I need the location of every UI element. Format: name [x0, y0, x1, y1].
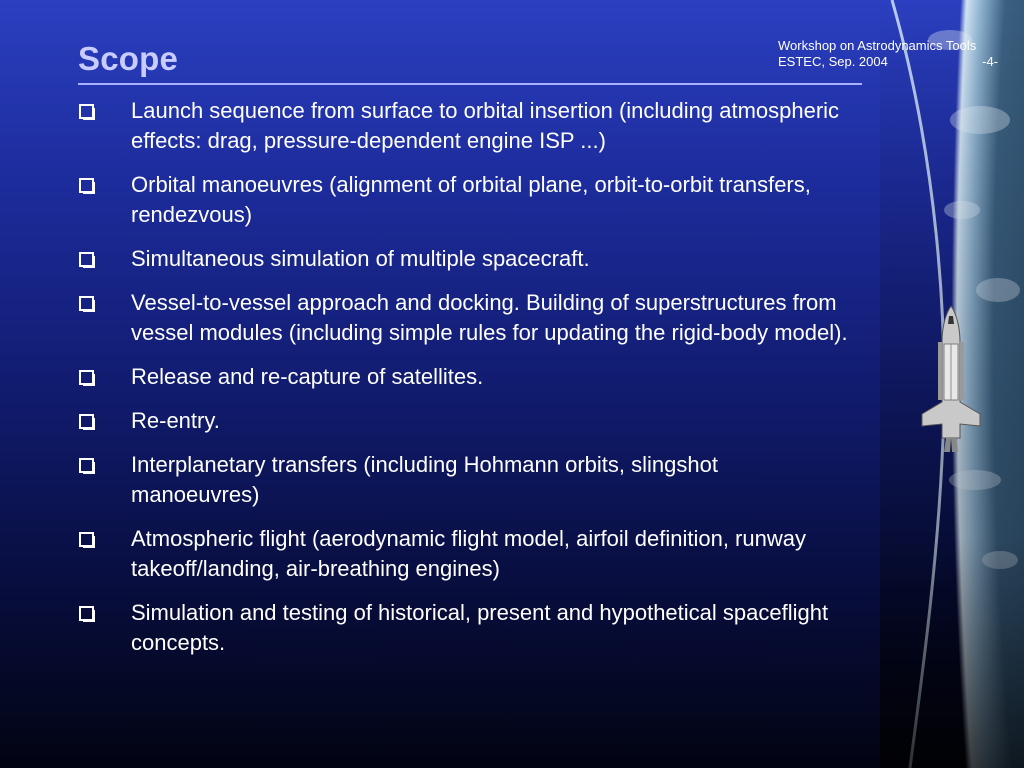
- bullet-list: [76, 96, 866, 672]
- bullet-text: Orbital manoeuvres (alignment of orbital plane, orbit-to-orbit transfers, rendezvous): [131, 172, 811, 227]
- page-number: -4-: [982, 54, 998, 69]
- slide-title: Scope: [78, 40, 179, 77]
- list-item: [76, 96, 866, 156]
- list-item: [76, 170, 866, 230]
- bullet-text: Release and re-capture of satellites.: [131, 364, 484, 389]
- list-item: [76, 362, 866, 392]
- header-venue-row: [778, 54, 998, 70]
- list-item: [76, 524, 866, 584]
- bullet-text: Launch sequence from surface to orbital insertion (including atmospheric effects: drag, pressure-dependent engine ISP ...): [131, 98, 840, 153]
- bullet-text: Simultaneous simulation of multiple spacecraft.: [131, 246, 590, 271]
- checkbox-bullet-icon: [79, 104, 94, 119]
- bullet-text: Vessel-to-vessel approach and docking. Building of superstructures from vessel modules (including simple rules for updating the rigid-body model).: [131, 290, 848, 345]
- checkbox-bullet-icon: [79, 252, 94, 267]
- checkbox-bullet-icon: [79, 458, 94, 473]
- header-info: [778, 38, 998, 70]
- list-item: [76, 406, 866, 436]
- bullet-text: Interplanetary transfers (including Hohmann orbits, slingshot manoeuvres): [131, 452, 718, 507]
- space-shuttle-image: [916, 302, 986, 462]
- bullet-text: Re-entry.: [131, 408, 220, 433]
- venue-date: ESTEC, Sep. 2004: [778, 54, 888, 69]
- checkbox-bullet-icon: [79, 414, 94, 429]
- checkbox-bullet-icon: [79, 370, 94, 385]
- list-item: [76, 244, 866, 274]
- checkbox-bullet-icon: [79, 296, 94, 311]
- title-divider: [78, 83, 862, 85]
- checkbox-bullet-icon: [79, 178, 94, 193]
- checkbox-bullet-icon: [79, 606, 94, 621]
- bullet-text: Simulation and testing of historical, present and hypothetical spaceflight concepts.: [131, 600, 829, 655]
- list-item: [76, 450, 866, 510]
- list-item: [76, 288, 866, 348]
- workshop-name: Workshop on Astrodynamics Tools: [778, 38, 977, 53]
- checkbox-bullet-icon: [79, 532, 94, 547]
- bullet-text: Atmospheric flight (aerodynamic flight model, airfoil definition, runway takeoff/landing, air-breathing engines): [131, 526, 806, 581]
- list-item: [76, 598, 866, 658]
